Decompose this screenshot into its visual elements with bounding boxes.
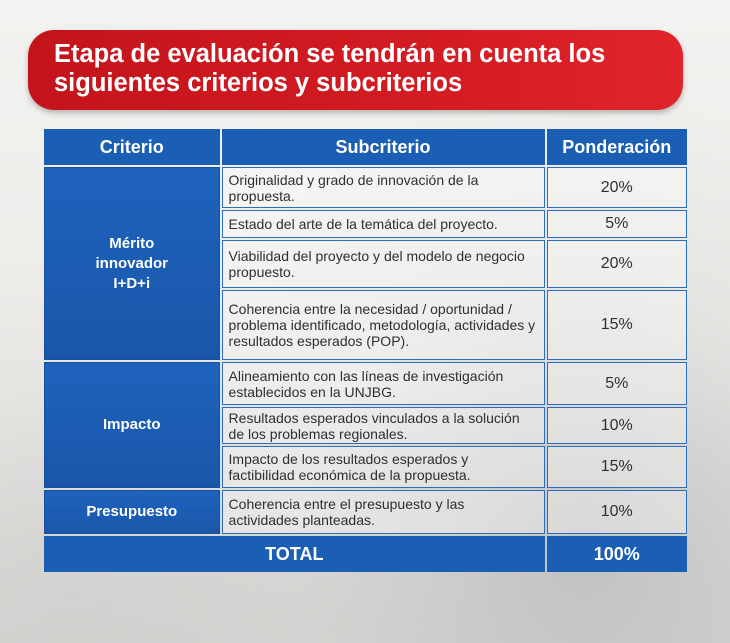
weight-cell: 15%: [547, 290, 687, 360]
weight-cell: 5%: [547, 210, 687, 238]
weight-cell: 20%: [547, 240, 687, 288]
category-impacto: Impacto: [44, 362, 220, 488]
header-subcriterio: Subcriterio: [222, 129, 545, 165]
category-merito: [44, 167, 220, 360]
weight-cell: 20%: [547, 167, 687, 208]
title-banner: [28, 30, 683, 110]
criteria-table: [42, 127, 689, 574]
header-criterio: Criterio: [44, 129, 220, 165]
table-row: [44, 490, 687, 534]
subcriterion-cell: Alineamiento con las líneas de investigación establecidos en la UNJBG.: [222, 362, 545, 405]
total-row: [44, 536, 687, 572]
page-title: Etapa de evaluación se tendrán en cuenta los siguientes criterios y subcriterios: [54, 40, 606, 97]
total-label: TOTAL: [44, 536, 545, 572]
table-header-row: [44, 129, 687, 165]
total-value: 100%: [547, 536, 687, 572]
weight-cell: 5%: [547, 362, 687, 405]
weight-cell: 15%: [547, 446, 687, 488]
category-presupuesto: Presupuesto: [44, 490, 220, 534]
subcriterion-cell: Coherencia entre el presupuesto y las actividades planteadas.: [222, 490, 545, 534]
subcriterion-cell: Viabilidad del proyecto y del modelo de negocio propuesto.: [222, 240, 545, 288]
table-row: [44, 362, 687, 405]
subcriterion-cell: Estado del arte de la temática del proyecto.: [222, 210, 545, 238]
subcriterion-cell: Originalidad y grado de innovación de la propuesta.: [222, 167, 545, 208]
weight-cell: 10%: [547, 407, 687, 444]
header-ponderacion: Ponderación: [547, 129, 687, 165]
category-label: Mérito innovador I+D+i: [95, 234, 169, 292]
subcriterion-cell: Resultados esperados vinculados a la solución de los problemas regionales.: [222, 407, 545, 444]
subcriterion-cell: Coherencia entre la necesidad / oportunidad / problema identificado, metodología, actividades y resultados esperados (POP).: [222, 290, 545, 360]
weight-cell: 10%: [547, 490, 687, 534]
table-row: [44, 167, 687, 208]
subcriterion-cell: Impacto de los resultados esperados y factibilidad económica de la propuesta.: [222, 446, 545, 488]
